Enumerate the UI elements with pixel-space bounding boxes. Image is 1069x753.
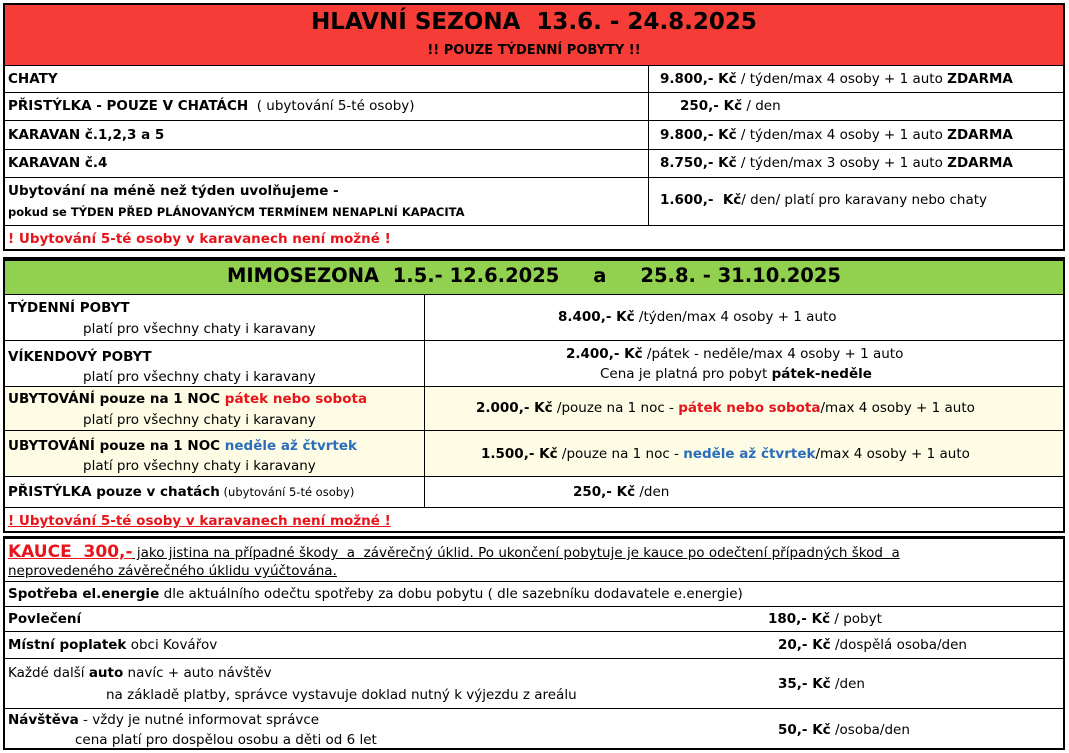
- fri-sat-name: UBYTOVÁNÍ pouze na 1 NOC pátek nebo sobota: [8, 391, 368, 407]
- row-name: KARAVAN č.1,2,3 a 5: [8, 127, 165, 143]
- main-season-title: HLAVNÍ SEZONA 13.6. - 24.8.2025: [311, 9, 757, 35]
- car-line1: Každé další auto navíc + auto návštěv: [8, 665, 272, 681]
- row-price: 8.750,- Kč / týden/max 3 osoby + 1 auto ZDARMA: [660, 155, 1013, 171]
- main-row-warning: [5, 225, 1063, 251]
- weekly-applies: platí pro všechny chaty i karavany: [83, 321, 316, 337]
- local-fee-label: Místní poplatek obci Kovářov: [8, 637, 218, 653]
- deposit-line1: KAUCE 300,- jako jistina na případné škody a závěrečný úklid. Po ukončení pobytuje je kauce po odečtení případných škod a: [8, 542, 900, 562]
- off-row-extra-bed: [5, 476, 1063, 507]
- main-row-pristylka: [5, 92, 1063, 120]
- car-price: 35,- Kč /den: [778, 676, 865, 692]
- row-name: PŘISTÝLKA - POUZE V CHATÁCH ( ubytování 5-té osoby): [8, 98, 415, 114]
- off-row-weekend: [5, 340, 1063, 386]
- weekend-note: Cena je platná pro pobyt pátek-neděle: [600, 366, 872, 382]
- visit-price: 50,- Kč /osoba/den: [778, 722, 910, 738]
- short-stay-price: 1.600,- Kč/ den/ platí pro karavany nebo chaty: [660, 192, 987, 208]
- main-season-subtitle: !! POUZE TÝDENNÍ POBYTY !!: [427, 43, 641, 58]
- main-row-short-stay: [5, 177, 1063, 225]
- extra-bed-price: 250,- Kč /den: [573, 484, 670, 500]
- row-name: KARAVAN č.4: [8, 155, 108, 171]
- energy-text: Spotřeba el.energie dle aktuálního odečtu spotřeby za dobu pobytu ( dle sazebníku dodavatele e.energie): [8, 586, 743, 602]
- main-row-chaty: [5, 65, 1063, 92]
- fees-row-deposit: [5, 539, 1063, 581]
- visit-line2: cena platí pro dospělou osobu a děti od 6 let: [75, 732, 377, 748]
- fees-row-linen: [5, 606, 1063, 631]
- sun-thu-price: 1.500,- Kč /pouze na 1 noc - neděle až čtvrtek/max 4 osoby + 1 auto: [481, 446, 970, 462]
- off-row-warning: [5, 507, 1063, 533]
- off-season-table: [3, 257, 1065, 533]
- main-row-karavan-4: [5, 149, 1063, 177]
- sun-thu-applies: platí pro všechny chaty i karavany: [83, 458, 316, 474]
- off-row-weekly: [5, 294, 1063, 340]
- row-price: 9.800,- Kč / týden/max 4 osoby + 1 auto ZDARMA: [660, 71, 1013, 87]
- main-season-header: [5, 5, 1063, 65]
- weekly-price: 8.400,- Kč /týden/max 4 osoby + 1 auto: [558, 309, 837, 325]
- sun-thu-name: UBYTOVÁNÍ pouze na 1 NOC neděle až čtvrtek: [8, 438, 358, 454]
- fees-row-energy: [5, 581, 1063, 606]
- off-row-fri-sat: [5, 386, 1063, 430]
- linen-price: 180,- Kč / pobyt: [768, 611, 882, 627]
- row-price: 250,- Kč / den: [680, 98, 781, 114]
- off-season-title: MIMOSEZONA 1.5.- 12.6.2025 a 25.8. - 31.10.2025: [227, 264, 841, 287]
- weekly-name: TÝDENNÍ POBYT: [8, 300, 130, 316]
- fri-sat-price: 2.000,- Kč /pouze na 1 noc - pátek nebo sobota/max 4 osoby + 1 auto: [476, 400, 975, 416]
- deposit-line2: neprovedeného závěrečného úklidu vyúčtována.: [8, 563, 337, 579]
- fees-table: [3, 536, 1065, 750]
- weekend-price: 2.400,- Kč /pátek - neděle/max 4 osoby + 1 auto: [566, 346, 904, 362]
- weekend-applies: platí pro všechny chaty i karavany: [83, 369, 316, 385]
- main-season-table: [3, 3, 1065, 251]
- off-season-header: [5, 261, 1063, 294]
- off-warning: ! Ubytování 5-té osoby v karavanech není možné !: [8, 513, 391, 529]
- fees-row-car: [5, 658, 1063, 708]
- short-stay-line1: Ubytování na méně než týden uvolňujeme -: [8, 183, 339, 199]
- linen-label: Povlečení: [8, 611, 82, 627]
- local-fee-price: 20,- Kč /dospělá osoba/den: [778, 637, 967, 653]
- off-row-sun-thu: [5, 430, 1063, 476]
- row-price: 9.800,- Kč / týden/max 4 osoby + 1 auto ZDARMA: [660, 127, 1013, 143]
- weekend-name: VÍKENDOVÝ POBYT: [8, 349, 152, 365]
- main-warning: ! Ubytování 5-té osoby v karavanech není možné !: [8, 231, 391, 247]
- fees-row-local-fee: [5, 631, 1063, 658]
- short-stay-line2: pokud se TÝDEN PŘED PLÁNOVANÝCM TERMÍNEM NENAPLNÍ KAPACITA: [8, 205, 465, 219]
- fri-sat-applies: platí pro všechny chaty i karavany: [83, 412, 316, 428]
- row-name: CHATY: [8, 71, 58, 87]
- visit-line1: Návštěva - vždy je nutné informovat správce: [8, 712, 320, 728]
- fees-row-visit: [5, 708, 1063, 750]
- main-row-karavan-1235: [5, 120, 1063, 149]
- car-line2: na základě platby, správce vystavuje doklad nutný k výjezdu z areálu: [106, 687, 577, 703]
- extra-bed-name: PŘISTÝLKA pouze v chatách (ubytování 5-té osoby): [8, 484, 355, 500]
